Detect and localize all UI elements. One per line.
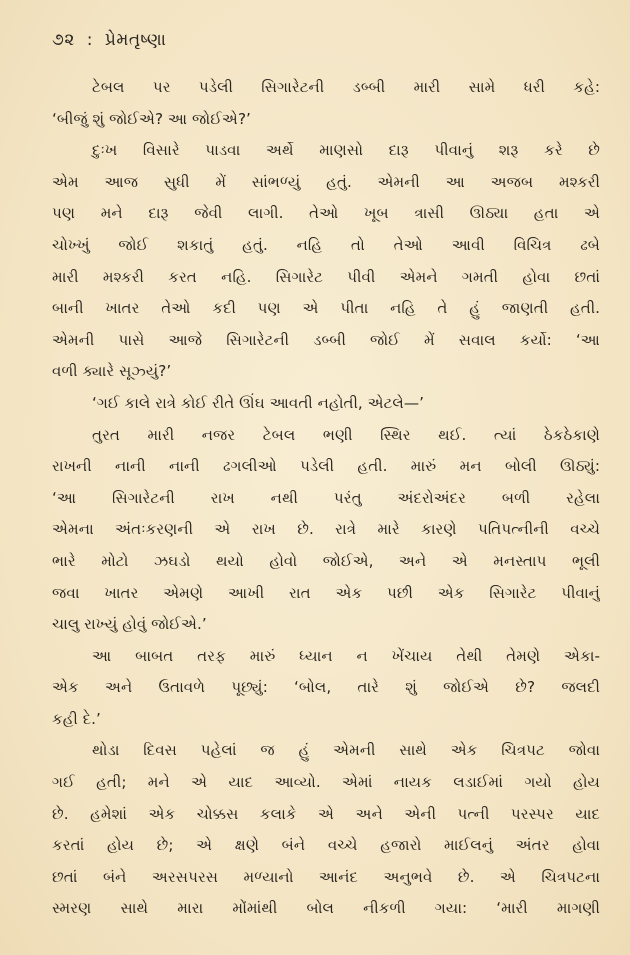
text-line: કહી દે.’ xyxy=(52,709,101,728)
text-line: કરતાં હોય છે; એ ક્ષણે બંને વચ્ચે હજારો માઈલનું અંતર હોવા xyxy=(52,836,600,855)
text-line: બાની ખાતર તેઓ કદી પણ એ પીતા નહિ તે હું જાણતી હતી. xyxy=(52,299,600,318)
text-line: છે. હમેશાં એક ચોક્કસ કલાકે એ અને એની પત્ની પરસ્પર યાદ xyxy=(52,804,600,823)
text-line: એમ આજ સુધી મેં સાંભળ્યું હતું. એમની આ અજબ મશ્કરી xyxy=(52,172,600,191)
text-line: મારી મશ્કરી કરત નહિ. સિગારેટ પીવી એમને ગમતી હોવા છતાં xyxy=(52,267,600,286)
text-line: ચાલુ રાખ્યું હોવું જોઈએ.’ xyxy=(52,615,207,634)
text-line: એમની પાસે આજે સિગારેટની ડબ્બી જોઈ મેં સવાલ કર્યો: ‘આ xyxy=(52,330,600,349)
text-line: ચોખ્ખું જોઈ શકાતું હતું. નહિ તો તેઓ આવી વિચિત્ર ઢબે xyxy=(52,235,600,254)
text-line: પણ મને દારૂ જેવી લાગી. તેઓ ખૂબ ત્રાસી ઊઠ્યા હતા એ xyxy=(52,204,600,223)
text-line: દુઃખ વિસારે પાડવા અર્થે માણસો દારૂ પીવાનું શરૂ કરે છે xyxy=(92,141,600,160)
text-line: ‘ગઈ કાલે રાત્રે કોઈ રીતે ઊંઘ આવતી નહોતી, એટલે—’ xyxy=(92,393,424,412)
page-header xyxy=(52,30,172,50)
header-separator: : xyxy=(86,30,93,50)
text-line: ‘બીજું શું જોઈએ? આ જોઈએ?’ xyxy=(52,109,251,128)
text-line: એમના અંતઃકરણની એ રાખ છે. રાત્રે મારે કારણે પતિપત્નીની વચ્ચે xyxy=(52,520,600,539)
text-line: તુરત મારી નજર ટેબલ ભણી સ્થિર થઈ. ત્યાં ઠેકઠેકાણે xyxy=(92,425,600,444)
text-line: ટેબલ પર પડેલી સિગારેટની ડબ્બી મારી સામે ધરી કહે: xyxy=(92,78,600,96)
page-number: ૭૨ xyxy=(52,30,75,50)
text-line: ‘આ સિગારેટની રાખ નથી પરંતુ અંદરોઅંદર બળી રહેલા xyxy=(52,488,600,507)
text-line: થોડા દિવસ પહેલાં જ હું એમની સાથે એક ચિત્રપટ જોવા xyxy=(92,741,600,760)
text-line: આ બાબત તરફ મારું ધ્યાન ન ખેંચાય તેથી તેમણે એકા- xyxy=(92,646,600,665)
running-title: પ્રેમતૃષ્ણા xyxy=(104,30,167,50)
text-line: વળી ક્યારે સૂઝ્યું?’ xyxy=(52,362,172,381)
text-line: રાખની નાની નાની ઢગલીઓ પડેલી હતી. મારું મન બોલી ઊઠ્યું: xyxy=(52,457,600,476)
text-line: ભારે મોટો ઝઘડો થયો હોવો જોઈએ, અને એ મનસ્તાપ ભૂલી xyxy=(52,551,600,570)
text-line: ગઈ હતી; મને એ યાદ આવ્યો. એમાં નાયક લડાઈમાં ગયો હોય xyxy=(52,773,600,792)
body-text xyxy=(52,72,600,925)
text-line: છતાં બંને અરસપરસ મળ્યાનો આનંદ અનુભવે છે. એ ચિત્રપટના xyxy=(52,867,600,886)
text-line: સ્મરણ સાથે મારા મોંમાંથી બોલ નીકળી ગયા: ‘મારી માગણી xyxy=(52,899,600,918)
text-line: જવા ખાતર એમણે આખી રાત એક પછી એક સિગારેટ પીવાનું xyxy=(52,583,600,602)
text-line: એક અને ઉતાવળે પૂછ્યું: ‘બોલ, તારે શું જોઈએ છે? જલદી xyxy=(52,678,600,697)
